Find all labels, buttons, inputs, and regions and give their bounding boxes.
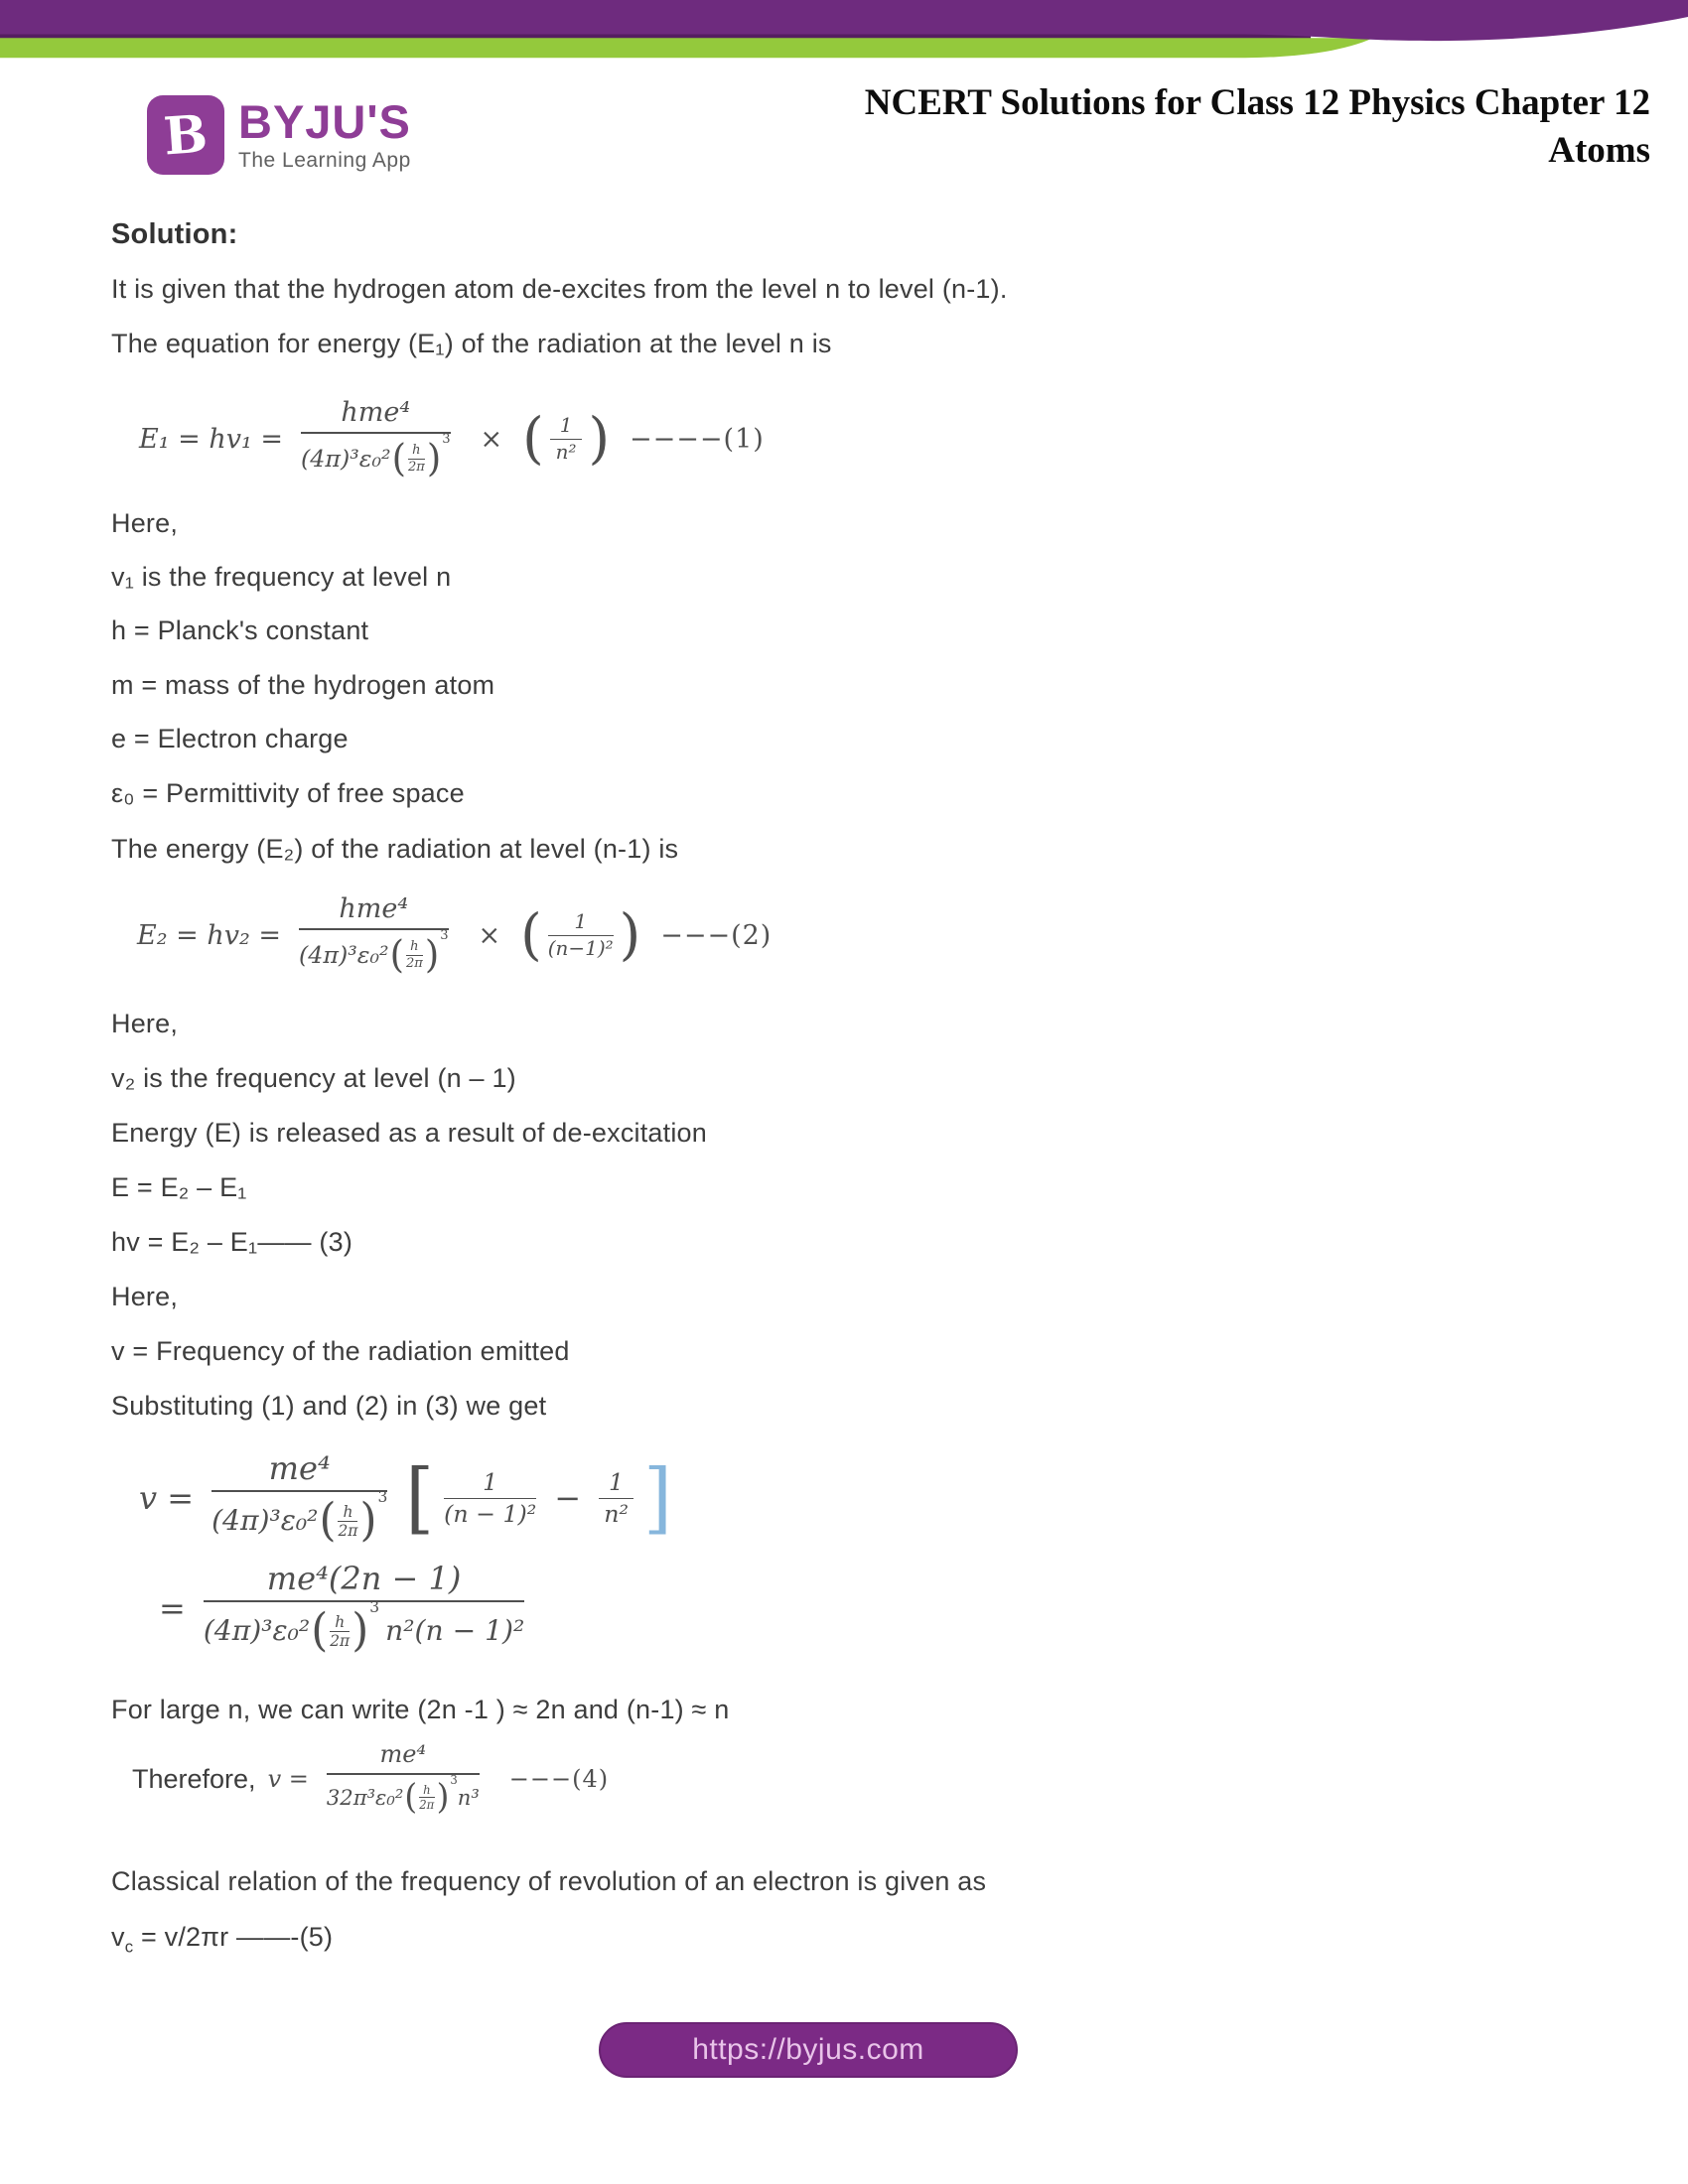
eq3-h-over-2pi: h 2π bbox=[338, 1502, 358, 1540]
substituting-line: Substituting (1) and (2) in (3) we get bbox=[111, 1391, 547, 1421]
eq3-den-open-paren: ( bbox=[319, 1494, 337, 1548]
eq2-den-close-paren: ) bbox=[424, 932, 440, 978]
large-n-line: For large n, we can write (2n -1 ) ≈ 2n and (n-1) ≈ n bbox=[111, 1695, 730, 1724]
vc-subscript: c bbox=[124, 1937, 134, 1957]
byjus-logo-text bbox=[238, 95, 411, 173]
e-definition: e = Electron charge bbox=[111, 724, 349, 753]
paragraph-equation-intro: The equation for energy (E₁) of the radiation at the level n is bbox=[111, 329, 832, 358]
eq2-lhs: E₂ = hv₂ = bbox=[137, 919, 281, 951]
eq4-fraction bbox=[327, 1741, 480, 1816]
eq3-den-close-paren: ) bbox=[359, 1494, 377, 1548]
hv-equation-3: hv = E₂ – E₁—— (3) bbox=[111, 1227, 353, 1257]
eq1-lhs: E₁ = hv₁ = bbox=[139, 423, 283, 455]
header-green-band bbox=[0, 38, 1373, 58]
equation-v-line1 bbox=[139, 1444, 678, 1552]
header-dark-line bbox=[0, 35, 1311, 39]
eq4-denominator bbox=[326, 1772, 480, 1817]
byjus-link-button[interactable] bbox=[599, 2022, 1018, 2078]
epsilon0-definition: ε₀ = Permittivity of free space bbox=[111, 778, 465, 808]
eq3-numerator: me⁴ bbox=[211, 1450, 387, 1493]
byjus-logo-name: BYJU'S bbox=[238, 95, 411, 148]
paragraph-e2-intro: The energy (E₂) of the radiation at level (n-1) is bbox=[111, 834, 679, 864]
vc-equation-5 bbox=[111, 1922, 333, 1957]
eq4-den-exponent: 3 bbox=[450, 1772, 458, 1787]
eq1-den-open-paren: ( bbox=[391, 436, 406, 481]
solution-heading: Solution: bbox=[111, 218, 238, 250]
eq4-intro: Therefore, bbox=[132, 1763, 256, 1794]
energy-release-line: Energy (E) is released as a result of de-excitation bbox=[111, 1118, 707, 1148]
eq2-one-over-n-1-sq: 1 (n−1)² bbox=[547, 908, 614, 960]
byjus-logo-b-glyph: B bbox=[161, 103, 211, 167]
eq1-numerator: hme⁴ bbox=[301, 397, 451, 434]
here-3: Here, bbox=[111, 1282, 179, 1311]
byjus-logo-tagline: The Learning App bbox=[238, 149, 411, 172]
eq1-close-paren: ) bbox=[588, 406, 611, 472]
eq1-open-paren: ( bbox=[522, 406, 544, 472]
eq1-h-over-2pi: h 2π bbox=[407, 443, 425, 476]
eq2-label: −−−(2) bbox=[660, 919, 773, 951]
eq3b-den-prefix: (4π)³ε₀² bbox=[203, 1614, 311, 1648]
equation-v-line2 bbox=[159, 1555, 536, 1662]
eq1-main-fraction bbox=[301, 397, 451, 479]
equation-1 bbox=[139, 397, 765, 480]
v-definition: v = Frequency of the radiation emitted bbox=[111, 1336, 570, 1366]
eq1-den-close-paren: ) bbox=[426, 436, 442, 481]
vc-rest: = v/2πr ——-(5) bbox=[133, 1922, 334, 1952]
v2-definition: v₂ is the frequency at level (n – 1) bbox=[111, 1063, 516, 1093]
eq3b-den-open-paren: ( bbox=[311, 1604, 329, 1658]
eq2-times-sign: × bbox=[478, 919, 501, 951]
paragraph-given: It is given that the hydrogen atom de-excites from the level n to level (n-1). bbox=[111, 274, 1008, 304]
eq3-den-exponent: 3 bbox=[377, 1488, 388, 1507]
h-definition: h = Planck's constant bbox=[111, 615, 369, 645]
vc-symbol: v bbox=[111, 1922, 125, 1952]
eq3b-den-suffix: n²(n − 1)² bbox=[385, 1614, 525, 1648]
eq1-one-over-n2: 1 n² bbox=[550, 415, 583, 464]
eq4-h-over-2pi: h 2π bbox=[419, 1783, 435, 1813]
eq1-den-exponent: 3 bbox=[442, 432, 451, 448]
eq4-den-suffix: n³ bbox=[457, 1784, 480, 1810]
equation-4 bbox=[132, 1739, 609, 1819]
eq2-h-over-2pi: h 2π bbox=[405, 939, 423, 972]
eq3-close-bracket: ] bbox=[643, 1453, 672, 1543]
page-title bbox=[865, 79, 1650, 175]
eq3b-den-exponent: 3 bbox=[369, 1598, 380, 1617]
eq1-den-prefix: (4π)³ε₀² bbox=[301, 444, 391, 473]
eq3-open-bracket: [ bbox=[405, 1453, 435, 1543]
eq4-den-open-paren: ( bbox=[404, 1776, 418, 1817]
eq3-frac-n2: $\frac{1}{\text{n²}}$ bbox=[599, 1469, 633, 1526]
m-definition: m = mass of the hydrogen atom bbox=[111, 670, 495, 700]
eq2-den-exponent: 3 bbox=[440, 928, 449, 944]
eq3-main-fraction bbox=[211, 1450, 387, 1547]
eq2-numerator: hme⁴ bbox=[299, 893, 449, 930]
eq1-denominator bbox=[301, 434, 451, 479]
eq2-open-paren: ( bbox=[520, 902, 542, 968]
page-title-line1: NCERT Solutions for Class 12 Physics Chapter 12 bbox=[864, 82, 1650, 123]
byjus-link-text: https://byjus.com bbox=[692, 2033, 924, 2066]
byjus-logo-badge bbox=[147, 95, 224, 175]
eq3-den-prefix: (4π)³ε₀² bbox=[211, 1504, 319, 1538]
eq1-label: −−−−(1) bbox=[630, 423, 765, 455]
page-title-line2: Atoms bbox=[1548, 130, 1650, 171]
eq3b-equals: = bbox=[159, 1589, 186, 1627]
eq3b-fraction bbox=[204, 1561, 525, 1657]
eq3-denominator bbox=[211, 1488, 388, 1548]
eq3b-denominator bbox=[203, 1598, 525, 1658]
eq3-minus-sign: − bbox=[554, 1479, 582, 1517]
eq3-lhs: v = bbox=[139, 1479, 195, 1517]
eq2-den-open-paren: ( bbox=[389, 932, 404, 978]
eq4-label: −−−(4) bbox=[508, 1765, 610, 1793]
byjus-logo bbox=[147, 95, 411, 175]
eq3b-den-close-paren: ) bbox=[352, 1604, 369, 1658]
here-2: Here, bbox=[111, 1009, 179, 1038]
eq3b-numerator: me⁴(2n − 1) bbox=[204, 1561, 525, 1603]
eq1-times-sign: × bbox=[480, 423, 503, 455]
eq4-lhs: v = bbox=[267, 1765, 309, 1793]
equation-2 bbox=[137, 891, 772, 979]
eq2-denominator bbox=[299, 930, 449, 976]
eq2-close-paren: ) bbox=[619, 902, 641, 968]
eq3b-h-over-2pi: h 2π bbox=[330, 1612, 351, 1650]
eq2-den-prefix: (4π)³ε₀² bbox=[299, 940, 389, 969]
eq3-frac-n-1: 1 (n − 1)² bbox=[444, 1468, 537, 1528]
v1-definition: v₁ is the frequency at level n bbox=[111, 562, 452, 592]
classical-relation-line: Classical relation of the frequency of revolution of an electron is given as bbox=[111, 1866, 987, 1896]
here-1: Here, bbox=[111, 508, 179, 538]
eq2-main-fraction bbox=[299, 893, 449, 976]
energy-difference-eq: E = E₂ – E₁ bbox=[111, 1172, 247, 1202]
eq4-numerator: me⁴ bbox=[327, 1741, 480, 1775]
eq4-den-close-paren: ) bbox=[436, 1776, 450, 1817]
eq4-den-prefix: 32π³ε₀² bbox=[326, 1784, 404, 1810]
